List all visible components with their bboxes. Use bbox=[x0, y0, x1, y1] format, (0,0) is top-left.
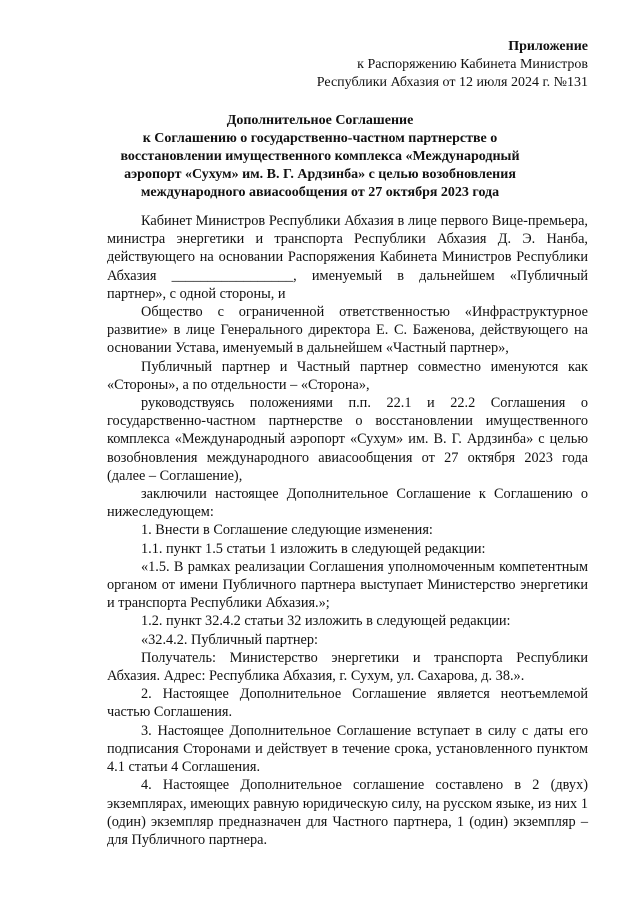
clause-1: 1. Внести в Соглашение следующие изменения: bbox=[141, 522, 433, 539]
paragraph-basis: руководствуясь положениями п.п. 22.1 и 22.2 Соглашения о государственно-частном партнерстве о восстановлении имущественного комплекса «Международный аэропорт «Сухум» им. В. Г. Ардзинба» с целью возобновления международного авиасообщения от 27 октября 2023 года (далее – Соглашение), bbox=[107, 395, 588, 484]
paragraph-concluded: заключили настоящее Дополнительное Соглашение к Соглашению о нижеследующем: bbox=[107, 486, 588, 521]
appendix-line-1: к Распоряжению Кабинета Министров bbox=[357, 57, 588, 72]
appendix-title: Приложение bbox=[508, 39, 588, 54]
paragraph-private-partner: Общество с ограниченной ответственностью «Инфраструктурное развитие» в лице Генерального директора Е. С. Баженова, действующего на основании Устава, именуемый в дальнейшем «Частный партнер», bbox=[107, 304, 588, 357]
clause-32-4-2: «32.4.2. Публичный партнер: bbox=[141, 631, 319, 648]
document-title-line-5: международного авиасообщения от 27 октября 2023 года bbox=[140, 185, 500, 200]
document-body bbox=[107, 212, 588, 849]
clause-1-1: 1.1. пункт 1.5 статьи 1 изложить в следующей редакции: bbox=[141, 540, 486, 557]
clause-recipient: Получатель: Министерство энергетики и транспорта Республики Абхазия. Адрес: Республика Абхазия, г. Сухум, ул. Сахарова, д. 38.». bbox=[107, 649, 588, 685]
paragraph-public-partner: Кабинет Министров Республики Абхазия в лице первого Вице-премьера, министра энергетики и транспорта Республики Абхазия Д. Э. Нанба, действующего на основании Распоряжения Кабинета Министров Республики Абхазия _________________, именуемый в дальнейшем «Публичный партнер», с одной стороны, и bbox=[107, 213, 588, 302]
document-title-line-4: аэропорт «Сухум» им. В. Г. Ардзинба» с целью возобновления bbox=[124, 167, 516, 182]
clause-2: 2. Настоящее Дополнительное Соглашение является неотъемлемой частью Соглашения. bbox=[107, 686, 588, 721]
clause-1-2: 1.2. пункт 32.4.2 статьи 32 изложить в следующей редакции: bbox=[141, 613, 511, 630]
document-title-line-2: к Соглашению о государственно-частном партнерстве о bbox=[142, 131, 498, 146]
paragraph-parties: Публичный партнер и Частный партнер совместно именуются как «Стороны», а по отдельности – «Сторона», bbox=[107, 358, 588, 393]
document-title bbox=[60, 112, 580, 202]
clause-3: 3. Настоящее Дополнительное Соглашение вступает в силу с даты его подписания Сторонами и действует в течение срока, установленного пунктом 4.1 статьи 4 Соглашения. bbox=[107, 722, 588, 776]
appendix-header bbox=[317, 38, 588, 92]
clause-4: 4. Настоящее Дополнительное соглашение составлено в 2 (двух) экземплярах, имеющих равную юридическую силу, на русском языке, из них 1 (один) экземпляр предназначен для Частного партнера, 1 (один) экземпляр – для Публичного партнера. bbox=[107, 777, 588, 848]
clause-1-5-text: «1.5. В рамках реализации Соглашения уполномоченным компетентным органом от имени Публичного партнера выступает Министерство энергетики и транспорта Республики Абхазия.»; bbox=[107, 558, 588, 612]
document-title-line-1: Дополнительное Соглашение bbox=[226, 113, 414, 128]
appendix-line-2: Республики Абхазия от 12 июля 2024 г. №131 bbox=[316, 75, 588, 90]
document-title-line-3: восстановлении имущественного комплекса «Международный bbox=[120, 149, 520, 164]
